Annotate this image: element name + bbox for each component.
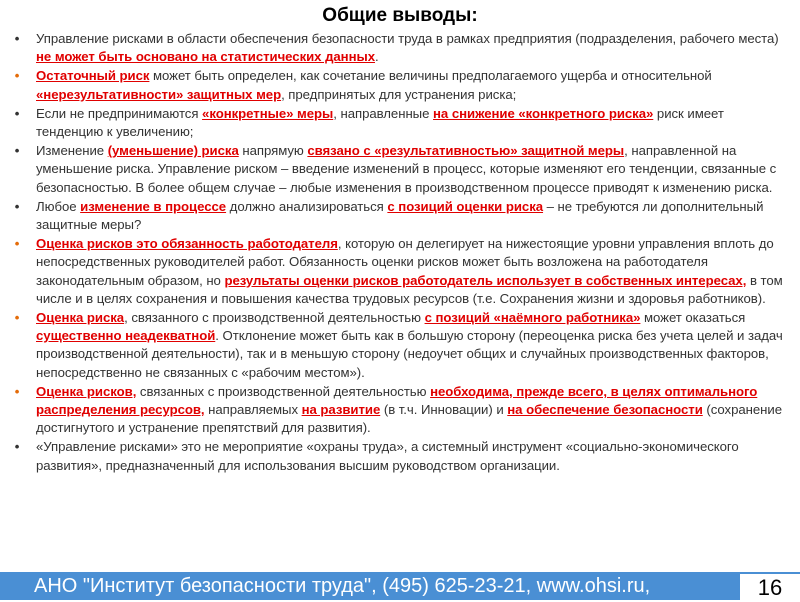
- highlighted-phrase: Оценка риска: [36, 310, 125, 326]
- bullet-item: [10, 198, 790, 234]
- bullet-marker: •: [14, 31, 20, 46]
- highlighted-phrase: Оценка рисков,: [36, 383, 137, 399]
- highlighted-phrase: с позиций «наёмного работника»: [424, 310, 641, 326]
- bullet-list: [10, 30, 790, 476]
- bullet-item: [10, 142, 790, 197]
- bullet-item: [10, 438, 790, 474]
- highlighted-phrase: (уменьшение) риска: [107, 143, 239, 159]
- bullet-text: , которую он делегирует на нижестоящие уровни управления вплоть до непосредственных руководителей работ. Обязанность оценки рисков может быть возложена на работодателя законодательным образом, но: [36, 236, 774, 288]
- highlighted-phrase: «нерезультативности» защитных мер: [36, 86, 282, 102]
- highlighted-phrase: Оценка рисков это обязанность работодателя: [36, 236, 338, 252]
- highlighted-phrase: на обеспечение безопасности: [507, 402, 703, 418]
- bullet-text: «Управление рисками» это не мероприятие «охраны труда», а системный инструмент «социально-экономического развития», предназначенный для использования высшим руководством организации.: [36, 439, 739, 473]
- footer-text: АНО "Институт безопасности труда", (495) 625-23-21, www.ohsi.ru,: [34, 575, 651, 597]
- bullet-text: Изменение: [36, 143, 108, 159]
- highlighted-phrase: «конкретные» меры: [202, 105, 334, 121]
- bullet-marker: •: [14, 383, 20, 399]
- bullet-text: в том числе и в целях сохранения и повышения качества трудовых ресурсов (т.е. Сохранения жизни и здоровья работников).: [36, 272, 783, 306]
- page-number: 16: [740, 574, 800, 600]
- bullet-item: [10, 105, 790, 141]
- bullet-item: [10, 30, 790, 66]
- bullet-marker: •: [14, 143, 20, 159]
- bullet-text: , связанного с производственной деятельностью: [124, 310, 425, 326]
- bullet-item: [10, 383, 790, 438]
- bullet-text: , предпринятых для устранения риска;: [281, 86, 517, 102]
- bullet-text: направляемых: [204, 402, 302, 418]
- highlighted-phrase: изменение в процессе: [80, 198, 227, 214]
- bullet-text: может оказаться: [640, 310, 746, 326]
- bullet-text: напрямую: [238, 143, 308, 159]
- bullet-marker: •: [14, 68, 20, 84]
- bullet-marker: •: [14, 439, 20, 455]
- bullet-text: может быть определен, как сочетание величины предполагаемого ущерба и относительной: [149, 68, 712, 84]
- bullet-text: , направленные: [333, 105, 434, 121]
- highlighted-phrase: необходима, прежде всего, в целях оптимального распределения ресурсов,: [36, 383, 758, 418]
- bullet-text: Если не предпринимаются: [36, 105, 203, 121]
- bullet-text: должно анализироваться: [226, 198, 388, 214]
- bullet-text: – не требуются ли дополнительный защитные меры?: [36, 198, 764, 233]
- highlighted-phrase: результаты оценки рисков работодатель использует в собственных интересах,: [224, 272, 747, 288]
- bullet-text: (в т.ч. Инновации) и: [380, 402, 508, 418]
- highlighted-phrase: существенно неадекватной: [36, 328, 216, 344]
- slide-title: Общие выводы:: [322, 5, 478, 26]
- highlighted-phrase: Остаточный риск: [36, 68, 150, 84]
- bullet-text: Любое: [36, 198, 81, 214]
- bullet-text: , направленной на уменьшение риска. Управление риском – введение изменений в процесс, которые изменяют его тенденции, связанные с безопасностью. В более общем случае – любые изменения в производственном процессе приводят к изменению риска.: [36, 143, 777, 195]
- bullet-item: [10, 235, 790, 308]
- bullet-item: [10, 309, 790, 382]
- bullet-text: . Отклонение может быть как в большую сторону (переоценка риска без учета целей и задач производственной деятельности), так и в меньшую сторону (недоучет общих и случайных производственных факторов, непосредственно не связанных с «рабочим местом»).: [36, 328, 783, 380]
- highlighted-phrase: на развитие: [301, 402, 381, 418]
- highlighted-phrase: связано с «результативностью» защитной меры: [307, 143, 625, 159]
- bullet-item: [10, 67, 790, 103]
- bullet-text: Управление рисками в области обеспечения безопасности труда в рамках предприятия (подразделения, рабочего места): [36, 31, 779, 46]
- bullet-marker: •: [14, 310, 20, 326]
- bullet-text: (сохранение достигнутого и устранение препятствий для развития).: [36, 402, 782, 436]
- bullet-text: .: [375, 49, 379, 65]
- bullet-marker: •: [14, 198, 20, 214]
- highlighted-phrase: не может быть основано на статистических данных: [36, 49, 376, 65]
- bullet-text: связанных с производственной деятельностью: [136, 383, 431, 399]
- bullet-marker: •: [14, 236, 20, 252]
- footer-bar: [0, 572, 800, 600]
- bullet-marker: •: [14, 105, 20, 121]
- highlighted-phrase: с позиций оценки риска: [387, 198, 544, 214]
- highlighted-phrase: на снижение «конкретного риска»: [433, 105, 654, 121]
- bullet-text: риск имеет тенденцию к увеличению;: [36, 105, 724, 140]
